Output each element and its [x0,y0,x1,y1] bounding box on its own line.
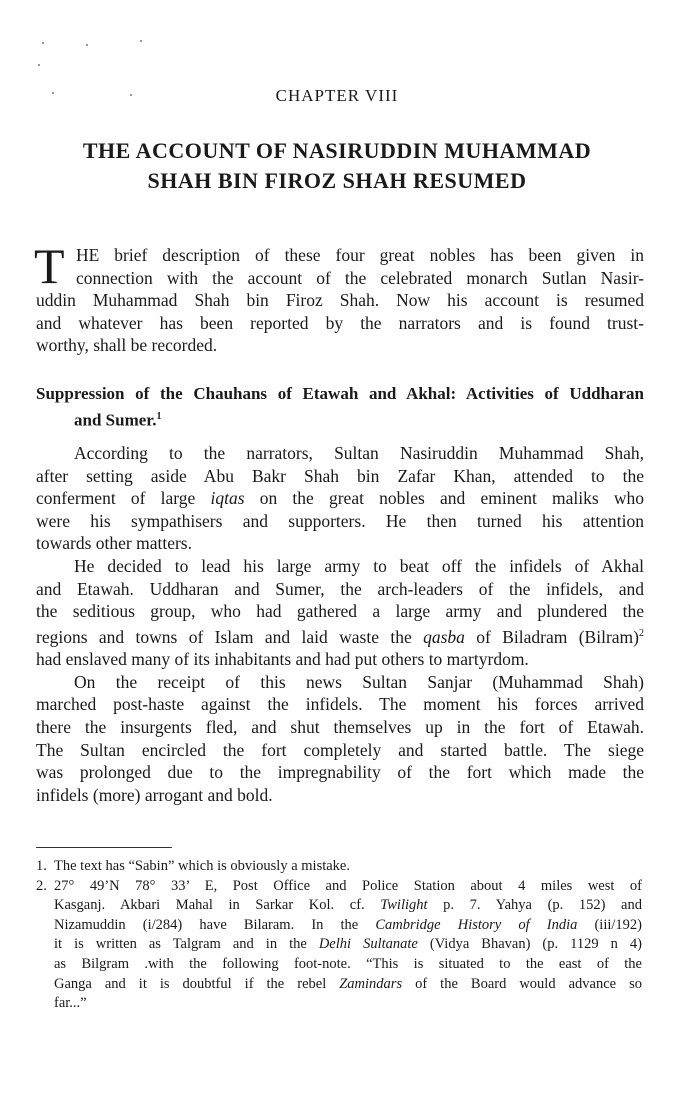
text-run: p. 7. Yahya (p. 152) and [427,897,642,914]
footnote-line: as Bilgram .with the following foot-note. “This is situated to the east of the [54,955,642,972]
footnote-line [36,935,642,955]
main-text [36,442,644,806]
text-run: Kasganj. Akbari Mahal in Sarkar Kol. cf. [54,897,381,914]
chapter-title-line: THE ACCOUNT OF NASIRUDDIN MUHAMMAD [82,138,592,163]
text-run: on the great nobles and eminent maliks who [244,488,645,509]
text-line: HE brief description of these four great nobles has been given in [76,245,644,265]
text-line: The Sultan encircled the fort completely and started battle. The siege [36,739,644,760]
text-line: was prolonged due to the impregnability of the fort which made the [36,762,644,783]
section-heading-line: Suppression of the Chauhans of Etawah and Akhal: Activities of Uddharan [36,384,644,403]
text-line: worthy, shall be recorded. [36,335,218,356]
chapter-label: CHAPTER VIII [275,86,399,105]
footnote-line [36,877,642,897]
text-run: (Vidya Bhavan) (p. 1129 n 4) [417,936,642,953]
footnote-line [36,916,642,936]
footnote-ref: 1 [156,410,162,422]
section-heading-line [36,406,644,432]
text-line [36,623,644,648]
text-run: of the Board would advance so [402,975,642,992]
scan-speck [86,44,88,46]
text-line: According to the narrators, Sultan Nasiruddin Muhammad Shah, [74,443,644,463]
scan-speck [42,42,44,44]
footnote-line [36,896,642,916]
scan-speck [140,40,142,42]
text-line: and Etawah. Uddharan and Sumer, the arch-leaders of the infidels, and [36,578,644,599]
italic-term: qasba [423,626,465,647]
text-line: He decided to lead his large army to beat off the infidels of Akhal [74,555,644,576]
text-run: Nizamuddin (i/284) have Bilaram. In the [54,916,376,933]
text-line: connection with the account of the celebrated monarch Sutlan Nasir- [76,267,644,288]
text-run: it is written as Talgram and in the [54,936,319,953]
section-heading [36,383,644,432]
footnote-ref: 2 [639,627,644,639]
footnote-line [36,975,642,995]
italic-term: iqtas [210,488,245,509]
text-line: and whatever has been reported by the narrators and is found trust- [36,312,644,333]
drop-cap: T [34,238,65,294]
italic-term: Twilight [380,897,428,914]
footnotes [36,857,642,1014]
chapter-title [20,136,654,196]
footnote-text: 27° 49’N 78° 33’ E, Post Office and Police Station about 4 miles west of [54,877,642,894]
footnote-number: 1. [36,858,47,874]
text-run: Ganga and it is doubtful if the rebel [54,975,340,992]
footnote-number: 2. [36,877,47,894]
text-line: infidels (more) arrogant and bold. [36,784,273,805]
footnote-divider [36,847,172,848]
footnote-line [36,857,642,877]
text-line: there the insurgents fled, and shut themselves up in the fort of Etawah. [36,716,644,737]
text-run: (iii/192) [577,916,642,933]
scan-speck [38,64,40,66]
chapter-title-line: SHAH BIN FIROZ SHAH RESUMED [147,168,527,193]
text-line: had enslaved many of its inhabitants and had put others to martyrdom. [36,649,529,670]
intro-paragraph [34,238,644,357]
text-line: marched post-haste against the infidels. The moment his forces arrived [36,694,644,715]
text-line [36,487,644,510]
text-run: regions and towns of Islam and laid waste the [36,626,424,647]
text-run: of Biladram (Bilram) [464,626,639,647]
text-line: after setting aside Abu Bakr Shah bin Zafar Khan, attended to the [36,465,644,486]
italic-term: Zamindars [339,975,403,992]
text-line: the seditious group, who had gathered a large army and plundered the [36,601,644,622]
italic-term: Cambridge History of India [375,916,578,933]
text-line: uddin Muhammad Shah bin Firoz Shah. Now his account is resumed [36,290,644,311]
section-heading-text: and Sumer. [74,410,157,430]
footnote-text: The text has “Sabin” which is obviously a mistake. [54,858,350,874]
italic-term: Delhi Sultanate [318,936,418,953]
text-line: towards other matters. [36,533,192,554]
text-line: On the receipt of this news Sultan Sanjar (Muhammad Shah) [74,671,644,692]
text-run: conferment of large [36,488,211,509]
footnote-line: far...” [54,995,87,1012]
text-line: were his sympathisers and supporters. He then turned his attention [36,510,644,531]
